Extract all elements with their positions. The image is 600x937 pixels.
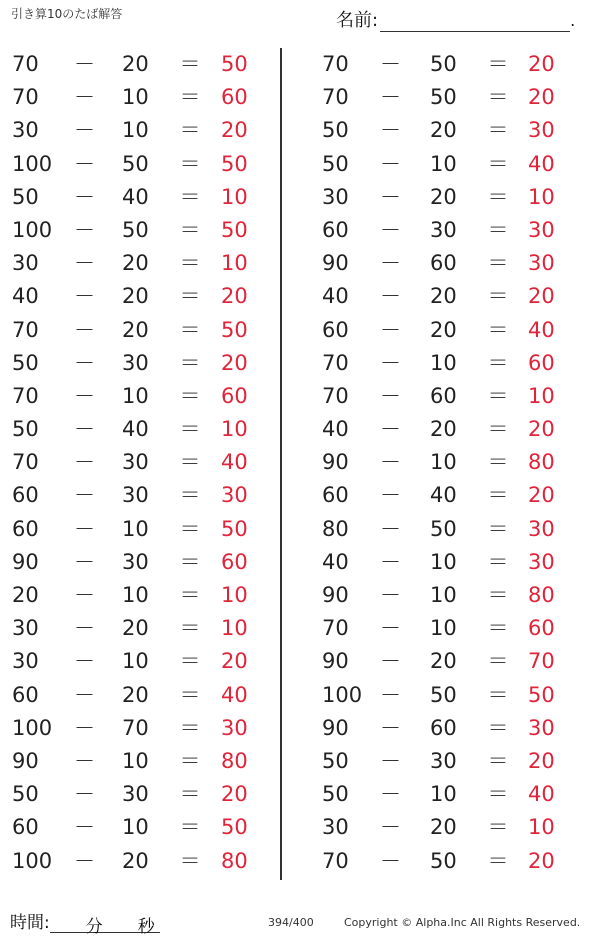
subtrahend: 60 [430,715,457,740]
answer: 30 [221,483,248,508]
minus-sign: － [380,848,401,873]
minus-sign: － [74,483,95,508]
minuend: 70 [322,616,349,641]
subtrahend: 20 [122,682,149,707]
minuend: 90 [322,649,349,674]
subtrahend: 30 [122,350,149,375]
minus-sign: － [74,151,95,176]
subtrahend: 20 [122,52,149,76]
answer: 10 [528,184,555,209]
equals-sign: ＝ [179,52,201,76]
minus-sign: － [74,748,95,773]
name-label: 名前: [336,10,379,31]
minus-sign: － [74,52,95,76]
minus-sign: － [74,715,95,740]
subtrahend: 60 [430,251,457,276]
minus-sign: － [380,815,401,840]
answer: 10 [528,383,555,408]
minuend: 60 [322,317,349,342]
subtrahend: 20 [430,118,457,143]
equals-sign: ＝ [179,184,201,209]
subtrahend: 10 [430,583,457,607]
minuend: 60 [12,682,39,707]
minuend: 70 [12,450,39,475]
seconds-unit: 秒 [137,917,155,937]
subtrahend: 10 [430,549,457,574]
minutes-unit: 分 [85,917,103,937]
subtrahend: 20 [430,649,457,674]
subtrahend: 50 [430,516,457,541]
subtrahend: 30 [122,483,149,508]
equals-sign: ＝ [179,417,201,442]
minus-sign: － [74,682,95,707]
answer: 80 [221,848,248,873]
subtrahend: 10 [430,350,457,375]
equals-sign: ＝ [179,748,201,773]
equals-sign: ＝ [487,52,509,76]
answer: 80 [528,450,555,475]
minuend: 60 [12,483,39,508]
equals-sign: ＝ [179,848,201,873]
equals-sign: ＝ [487,782,509,807]
minus-sign: － [74,848,95,873]
column-divider [280,48,282,880]
minuend: 50 [322,782,349,807]
minuend: 70 [12,52,39,76]
equals-sign: ＝ [487,815,509,840]
minus-sign: － [380,483,401,508]
minus-sign: － [380,782,401,807]
minuend: 90 [12,748,39,773]
minus-sign: － [380,516,401,541]
subtrahend: 10 [122,118,149,143]
equals-sign: ＝ [487,118,509,143]
minus-sign: － [74,417,95,442]
equals-sign: ＝ [179,118,201,143]
equals-sign: ＝ [179,350,201,375]
subtrahend: 20 [430,284,457,309]
minuend: 60 [322,217,349,242]
answer: 50 [221,516,248,541]
answer: 20 [221,118,248,143]
answer: 20 [221,649,248,674]
subtrahend: 70 [122,715,149,740]
minuend: 50 [322,151,349,176]
equals-sign: ＝ [487,251,509,276]
minus-sign: － [380,549,401,574]
minus-sign: － [380,417,401,442]
equals-sign: ＝ [179,151,201,176]
minus-sign: － [380,616,401,641]
minuend: 40 [322,549,349,574]
minuend: 90 [322,251,349,276]
subtrahend: 10 [122,815,149,840]
answer: 50 [221,151,248,176]
subtrahend: 10 [122,583,149,607]
minus-sign: － [74,616,95,641]
time-label: 時間: [10,913,50,933]
name-field [336,6,575,32]
minus-sign: － [380,251,401,276]
minus-sign: － [74,782,95,807]
equals-sign: ＝ [179,516,201,541]
minuend: 60 [12,516,39,541]
answer: 60 [528,350,555,375]
answer: 20 [221,284,248,309]
equals-sign: ＝ [179,251,201,276]
equals-sign: ＝ [487,682,509,707]
equals-sign: ＝ [179,616,201,641]
minuend: 70 [322,85,349,110]
equals-sign: ＝ [487,184,509,209]
answer: 20 [528,417,555,442]
minuend: 50 [12,350,39,375]
equals-sign: ＝ [179,85,201,110]
copyright-notice: Copyright © Alpha.Inc All Rights Reserved. [344,916,581,929]
subtrahend: 30 [122,450,149,475]
equals-sign: ＝ [487,483,509,508]
minuend: 70 [322,52,349,76]
answer: 40 [528,782,555,807]
minus-sign: － [74,583,95,607]
equals-sign: ＝ [487,715,509,740]
answer: 20 [528,284,555,309]
minuend: 30 [12,118,39,143]
answer: 30 [528,217,555,242]
minuend: 30 [322,815,349,840]
subtrahend: 10 [430,450,457,475]
minus-sign: － [380,450,401,475]
minuend: 100 [12,217,53,242]
equals-sign: ＝ [487,350,509,375]
equals-sign: ＝ [487,151,509,176]
subtrahend: 10 [430,151,457,176]
minuend: 50 [322,748,349,773]
answer: 10 [221,616,248,641]
equals-sign: ＝ [487,549,509,574]
answer: 40 [528,317,555,342]
minuend: 40 [12,284,39,309]
answer: 60 [221,383,248,408]
page-number: 394/400 [268,916,314,929]
minus-sign: － [380,317,401,342]
minus-sign: － [380,682,401,707]
minuend: 70 [322,383,349,408]
subtrahend: 20 [122,317,149,342]
answer: 80 [528,583,555,607]
answer: 50 [221,52,248,76]
minuend: 50 [12,417,39,442]
equals-sign: ＝ [179,549,201,574]
equals-sign: ＝ [487,85,509,110]
minuend: 70 [322,350,349,375]
minus-sign: － [74,450,95,475]
minuend: 90 [322,583,349,607]
minus-sign: － [380,583,401,607]
minuend: 90 [322,715,349,740]
minuend: 40 [322,284,349,309]
name-end-dot: . [570,11,576,30]
equals-sign: ＝ [179,383,201,408]
minuend: 90 [322,450,349,475]
answer: 20 [221,782,248,807]
equals-sign: ＝ [179,682,201,707]
minus-sign: － [380,748,401,773]
minuend: 100 [322,682,363,707]
answer: 40 [528,151,555,176]
minus-sign: － [74,118,95,143]
answer: 30 [528,549,555,574]
subtrahend: 10 [122,748,149,773]
subtrahend: 40 [122,184,149,209]
minus-sign: － [74,649,95,674]
equals-sign: ＝ [487,217,509,242]
minuend: 50 [12,184,39,209]
minuend: 60 [12,815,39,840]
subtrahend: 30 [122,549,149,574]
answer: 60 [528,616,555,641]
minus-sign: － [74,317,95,342]
answer: 20 [528,85,555,110]
minuend: 20 [12,583,39,607]
minus-sign: － [380,284,401,309]
equals-sign: ＝ [179,815,201,840]
equals-sign: ＝ [179,217,201,242]
subtrahend: 20 [122,251,149,276]
minus-sign: － [74,284,95,309]
subtrahend: 50 [430,85,457,110]
equals-sign: ＝ [179,450,201,475]
time-field [10,908,160,937]
minus-sign: － [74,815,95,840]
minus-sign: － [380,151,401,176]
minuend: 60 [322,483,349,508]
answer: 10 [221,184,248,209]
subtrahend: 20 [122,284,149,309]
minuend: 100 [12,848,53,873]
minus-sign: － [380,52,401,76]
answer: 10 [221,417,248,442]
subtrahend: 40 [430,483,457,508]
subtrahend: 20 [122,848,149,873]
answer: 80 [221,748,248,773]
subtrahend: 20 [430,317,457,342]
subtrahend: 50 [122,217,149,242]
equals-sign: ＝ [487,748,509,773]
minuend: 70 [322,848,349,873]
minus-sign: － [74,549,95,574]
minus-sign: － [74,251,95,276]
equals-sign: ＝ [487,649,509,674]
equals-sign: ＝ [487,383,509,408]
answer: 20 [528,848,555,873]
minuend: 30 [12,616,39,641]
minus-sign: － [380,184,401,209]
equals-sign: ＝ [179,782,201,807]
answer: 40 [221,450,248,475]
subtrahend: 40 [122,417,149,442]
minus-sign: － [380,715,401,740]
subtrahend: 30 [430,748,457,773]
minuend: 50 [12,782,39,807]
minuend: 90 [12,549,39,574]
minuend: 30 [12,251,39,276]
answer: 20 [528,52,555,76]
subtrahend: 10 [430,616,457,641]
minuend: 70 [12,317,39,342]
subtrahend: 30 [430,217,457,242]
subtrahend: 50 [122,151,149,176]
answer: 10 [221,583,248,607]
minus-sign: － [74,516,95,541]
minus-sign: － [380,649,401,674]
minus-sign: － [74,383,95,408]
minus-sign: － [74,184,95,209]
minuend: 100 [12,151,53,176]
answer: 50 [221,317,248,342]
minuend: 80 [322,516,349,541]
subtrahend: 20 [430,815,457,840]
equals-sign: ＝ [487,284,509,309]
equals-sign: ＝ [487,450,509,475]
minuend: 50 [322,118,349,143]
equals-sign: ＝ [179,583,201,607]
equals-sign: ＝ [179,649,201,674]
subtrahend: 20 [430,184,457,209]
subtrahend: 50 [430,52,457,76]
minus-sign: － [74,350,95,375]
answer: 70 [528,649,555,674]
answer: 50 [528,682,555,707]
minuend: 100 [12,715,53,740]
subtrahend: 10 [122,383,149,408]
equals-sign: ＝ [487,317,509,342]
minus-sign: － [380,85,401,110]
answer: 20 [528,748,555,773]
equals-sign: ＝ [179,715,201,740]
subtrahend: 10 [430,782,457,807]
minus-sign: － [380,118,401,143]
answer: 30 [528,251,555,276]
subtrahend: 10 [122,85,149,110]
equals-sign: ＝ [487,848,509,873]
answer: 30 [528,715,555,740]
equals-sign: ＝ [179,317,201,342]
subtrahend: 30 [122,782,149,807]
minuend: 70 [12,383,39,408]
answer: 60 [221,85,248,110]
minus-sign: － [74,217,95,242]
answer: 40 [221,682,248,707]
answer: 30 [528,118,555,143]
subtrahend: 10 [122,649,149,674]
answer: 10 [221,251,248,276]
answer: 60 [221,549,248,574]
minuend: 30 [12,649,39,674]
minus-sign: － [380,383,401,408]
answer: 20 [221,350,248,375]
answer: 30 [221,715,248,740]
subtrahend: 50 [430,848,457,873]
equals-sign: ＝ [487,417,509,442]
equals-sign: ＝ [487,583,509,607]
minuend: 40 [322,417,349,442]
minus-sign: － [380,350,401,375]
minuend: 70 [12,85,39,110]
minus-sign: － [74,85,95,110]
answer: 10 [528,815,555,840]
answer: 20 [528,483,555,508]
subtrahend: 20 [122,616,149,641]
subtrahend: 10 [122,516,149,541]
minus-sign: － [380,217,401,242]
worksheet-title: 引き算10のたば解答 [11,7,123,21]
name-blank-line [380,13,570,32]
equals-sign: ＝ [487,516,509,541]
minuend: 30 [322,184,349,209]
answer: 30 [528,516,555,541]
equals-sign: ＝ [487,616,509,641]
time-blank-line [50,914,160,937]
subtrahend: 50 [430,682,457,707]
equals-sign: ＝ [179,483,201,508]
subtrahend: 60 [430,383,457,408]
answer: 50 [221,217,248,242]
equals-sign: ＝ [179,284,201,309]
subtrahend: 20 [430,417,457,442]
answer: 50 [221,815,248,840]
